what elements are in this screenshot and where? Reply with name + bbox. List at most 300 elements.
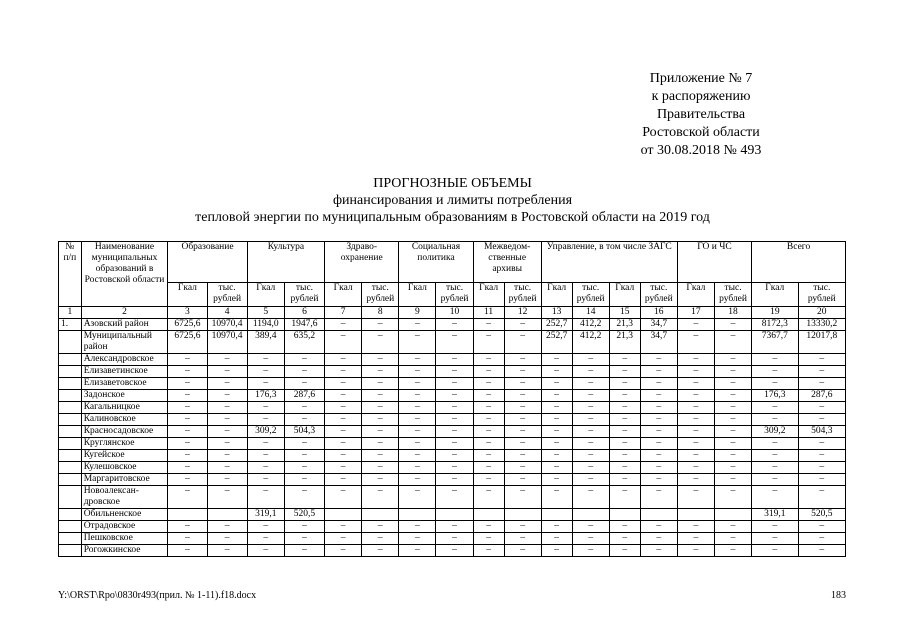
table-cell: 176,3 [752,390,798,402]
table-cell: – [436,378,473,390]
table-cell: – [677,390,714,402]
table-cell: – [473,486,504,509]
table-cell: – [362,331,399,354]
column-number: 5 [247,307,284,319]
table-cell: – [752,450,798,462]
table-cell: – [714,438,751,450]
table-cell: – [436,533,473,545]
unit-thousand-rub: тыс. рублей [640,283,677,307]
table-cell: – [504,354,541,366]
table-cell: – [362,426,399,438]
unit-thousand-rub: тыс. рублей [504,283,541,307]
table-cell: – [168,438,207,450]
table-cell: 7367,7 [752,331,798,354]
table-cell: – [609,378,640,390]
row-number [59,438,82,450]
table-cell: – [714,390,751,402]
table-cell: – [504,545,541,557]
municipality-name: Кулешовское [81,462,168,474]
table-cell: – [640,354,677,366]
table-cell: – [752,521,798,533]
table-cell: – [325,378,362,390]
table-cell: – [284,402,324,414]
municipality-name: Елизаветинское [81,366,168,378]
table-cell [677,509,714,521]
table-cell: 309,2 [752,426,798,438]
table-cell: – [504,319,541,331]
table-cell: – [399,533,436,545]
table-cell [207,509,247,521]
unit-gcal: Гкал [168,283,207,307]
table-cell: – [399,426,436,438]
table-cell: – [325,366,362,378]
table-cell: – [436,545,473,557]
table-cell: – [714,474,751,486]
table-cell: – [572,521,609,533]
table-cell: 252,7 [541,319,572,331]
table-cell: – [640,462,677,474]
table-cell: – [572,390,609,402]
table-cell: – [473,462,504,474]
column-number: 16 [640,307,677,319]
table-cell: – [247,521,284,533]
table-cell: – [504,414,541,426]
table-cell: 309,2 [247,426,284,438]
title-line: тепловой энергии по муниципальным образованиям в Ростовской области на 2019 год [195,210,710,225]
table-cell: – [247,402,284,414]
table-cell: 319,1 [752,509,798,521]
table-cell: – [436,414,473,426]
table-cell: – [504,462,541,474]
table-cell: – [436,390,473,402]
unit-gcal: Гкал [677,283,714,307]
table-cell: – [541,521,572,533]
table-cell [168,509,207,521]
table-cell: – [714,354,751,366]
table-cell: – [609,533,640,545]
table-cell: – [207,426,247,438]
table-cell: – [284,533,324,545]
table-cell: – [714,378,751,390]
table-cell: – [247,450,284,462]
table-cell: – [640,474,677,486]
row-number [59,521,82,533]
header-group-social: Социальная политика [399,242,473,283]
header-row-colnums [59,307,846,319]
table-cell: – [436,438,473,450]
table-cell [325,509,362,521]
table-cell: – [207,366,247,378]
table-cell: – [284,462,324,474]
table-cell: – [168,378,207,390]
table-row [59,331,846,354]
table-cell: – [541,402,572,414]
table-cell: – [473,390,504,402]
table-cell: – [572,533,609,545]
table-cell: – [284,366,324,378]
table-cell: – [436,331,473,354]
table-cell: – [247,462,284,474]
unit-thousand-rub: тыс. рублей [798,283,845,307]
table-cell: – [798,402,845,414]
unit-gcal: Гкал [325,283,362,307]
table-cell: – [473,378,504,390]
table-cell: – [640,533,677,545]
row-number [59,378,82,390]
municipality-name: Маргаритовское [81,474,168,486]
table-cell: – [473,426,504,438]
table-cell: – [362,414,399,426]
row-number [59,390,82,402]
table-cell: – [207,414,247,426]
table-cell: – [677,533,714,545]
table-cell: – [752,354,798,366]
table-cell: – [362,438,399,450]
table-cell: – [752,378,798,390]
appendix-line: к распоряжению [651,89,751,104]
table-cell: – [609,474,640,486]
table-cell: – [284,521,324,533]
table-cell: – [541,354,572,366]
table-cell [541,509,572,521]
unit-thousand-rub: тыс. рублей [207,283,247,307]
table-cell: – [207,521,247,533]
table-cell: – [399,438,436,450]
table-cell: – [640,390,677,402]
table-cell: – [714,486,751,509]
table-cell: – [752,414,798,426]
table-cell: – [325,545,362,557]
table-cell: – [677,462,714,474]
table-cell: – [640,414,677,426]
table-cell: – [168,354,207,366]
table-cell: – [436,426,473,438]
table-cell: – [541,486,572,509]
table-cell: – [473,521,504,533]
table-row [59,545,846,557]
municipality-name: Задонское [81,390,168,402]
header-group-culture: Культура [247,242,324,283]
header-group-education: Образование [168,242,247,283]
table-cell: – [207,402,247,414]
table-cell: – [640,545,677,557]
table-cell [473,509,504,521]
table-cell: – [714,402,751,414]
table-cell: – [325,319,362,331]
column-number: 18 [714,307,751,319]
table-cell: – [541,545,572,557]
table-cell: – [436,354,473,366]
table-cell: 389,4 [247,331,284,354]
table-cell: – [362,319,399,331]
table-cell: – [752,462,798,474]
unit-gcal: Гкал [399,283,436,307]
table-cell: – [541,366,572,378]
table-cell: – [752,486,798,509]
page-number: 183 [831,590,846,601]
table-cell [640,509,677,521]
column-number: 8 [362,307,399,319]
table-cell: – [399,474,436,486]
table-cell: – [572,450,609,462]
column-number: 12 [504,307,541,319]
row-number [59,426,82,438]
table-cell: 8172,3 [752,319,798,331]
table-cell [714,509,751,521]
table-cell: – [247,438,284,450]
table-cell: – [362,545,399,557]
table-cell: – [609,521,640,533]
table-cell: – [798,521,845,533]
table-cell: – [362,462,399,474]
municipality-name: Калиновское [81,414,168,426]
table-cell: – [207,450,247,462]
table-row [59,319,846,331]
table-cell: – [798,533,845,545]
table-cell: – [362,533,399,545]
table-cell: – [436,450,473,462]
table-cell: – [284,354,324,366]
table-row [59,402,846,414]
table-cell: – [714,521,751,533]
municipality-name: Кагальницкое [81,402,168,414]
table-cell: – [504,486,541,509]
table-cell: – [362,450,399,462]
table-cell: – [798,354,845,366]
table-cell: – [609,545,640,557]
table-cell: – [677,545,714,557]
header-group-archives: Межведом-ственные архивы [473,242,541,283]
table-cell: – [284,414,324,426]
table-cell: – [677,450,714,462]
table-cell: – [504,366,541,378]
table-cell: 176,3 [247,390,284,402]
table-cell: – [572,378,609,390]
row-number [59,331,82,354]
row-number [59,474,82,486]
table-cell: – [572,486,609,509]
municipality-name: Отрадовское [81,521,168,533]
table-cell: – [677,366,714,378]
table-cell: 34,7 [640,319,677,331]
table-cell: 520,5 [798,509,845,521]
table-cell: – [541,438,572,450]
table-cell: – [677,474,714,486]
table-cell: – [609,426,640,438]
table-row [59,533,846,545]
municipality-name: Рогожкинское [81,545,168,557]
row-number [59,462,82,474]
table-cell: – [541,533,572,545]
table-cell: – [325,402,362,414]
table-cell: – [168,426,207,438]
table-cell: – [325,462,362,474]
table-cell: – [752,545,798,557]
table-cell: – [473,533,504,545]
table-cell: – [504,474,541,486]
table-cell: – [325,533,362,545]
row-number [59,509,82,521]
table-cell: – [677,402,714,414]
table-cell: 287,6 [284,390,324,402]
table-cell: – [325,450,362,462]
table-cell: – [541,474,572,486]
table-cell: – [325,438,362,450]
table-row [59,390,846,402]
table-cell: – [752,533,798,545]
column-number: 17 [677,307,714,319]
table-cell: – [572,462,609,474]
header-row-groups [59,242,846,283]
table-cell: – [399,414,436,426]
table-row [59,354,846,366]
table-cell: 1194,0 [247,319,284,331]
table-cell: – [609,450,640,462]
table-cell: – [325,414,362,426]
table-cell: – [640,486,677,509]
municipality-name: Муниципальный район [81,331,168,354]
table-cell: – [504,331,541,354]
table-cell: 6725,6 [168,319,207,331]
table-cell: – [541,414,572,426]
table-row [59,414,846,426]
table-cell: – [399,319,436,331]
table-cell: – [362,390,399,402]
table-cell: – [247,414,284,426]
column-number: 2 [81,307,168,319]
table-cell: – [436,366,473,378]
table-cell: – [572,414,609,426]
table-cell: – [504,533,541,545]
municipality-name: Кугейское [81,450,168,462]
table-cell: – [798,474,845,486]
table-cell: – [640,450,677,462]
table-cell: – [504,521,541,533]
table-cell: – [541,378,572,390]
table-cell: – [677,426,714,438]
column-number: 3 [168,307,207,319]
table-cell: – [752,474,798,486]
table-cell: 412,2 [572,331,609,354]
table-cell: – [325,426,362,438]
table-cell: – [640,521,677,533]
table-cell: – [609,366,640,378]
table-cell: – [207,462,247,474]
table-cell: – [362,366,399,378]
table-cell: – [473,354,504,366]
table-row [59,438,846,450]
column-number: 4 [207,307,247,319]
table-cell: – [714,450,751,462]
header-group-management: Управление, в том числе ЗАГС [541,242,677,283]
table-cell: – [473,319,504,331]
table-cell [609,509,640,521]
table-cell: – [325,474,362,486]
municipality-name: Обильненское [81,509,168,521]
table-cell: – [399,331,436,354]
table-cell: – [207,354,247,366]
table-cell [504,509,541,521]
table-cell: – [168,390,207,402]
table-cell: – [609,402,640,414]
table-cell: – [798,438,845,450]
table-cell: – [572,426,609,438]
table-cell: 21,3 [609,331,640,354]
table-cell: – [247,533,284,545]
table-cell: – [168,450,207,462]
table-cell: – [572,438,609,450]
table-cell: – [399,486,436,509]
table-cell: – [436,402,473,414]
municipality-name: Новоалексан-дровское [81,486,168,509]
table-cell: – [752,366,798,378]
table-cell: – [798,486,845,509]
table-cell: – [168,533,207,545]
table-cell: – [247,486,284,509]
table-cell: – [609,414,640,426]
table-cell: – [752,402,798,414]
table-cell: – [473,402,504,414]
appendix-block [591,70,811,160]
table-cell: – [207,545,247,557]
table-cell: – [325,486,362,509]
table-cell: 34,7 [640,331,677,354]
table-cell: – [247,366,284,378]
table-cell: – [798,450,845,462]
table-cell: – [609,486,640,509]
table-cell: – [714,366,751,378]
table-cell: – [399,462,436,474]
table-cell: – [609,390,640,402]
table-cell: – [677,521,714,533]
table-cell: 12017,8 [798,331,845,354]
table-cell: – [572,366,609,378]
table-row [59,450,846,462]
table-cell: – [436,486,473,509]
table-cell: – [473,414,504,426]
table-cell: – [609,354,640,366]
row-number [59,402,82,414]
table-cell: 412,2 [572,319,609,331]
column-number: 1 [59,307,82,319]
table-cell: – [572,545,609,557]
municipality-name: Круглянское [81,438,168,450]
table-cell: – [325,331,362,354]
table-cell: – [473,545,504,557]
row-number [59,450,82,462]
column-number: 10 [436,307,473,319]
appendix-line: Правительства [656,107,746,122]
row-number [59,533,82,545]
table-row [59,509,846,521]
table-cell: – [473,438,504,450]
unit-thousand-rub: тыс. рублей [284,283,324,307]
table-cell: – [473,331,504,354]
table-cell: – [798,462,845,474]
unit-gcal: Гкал [609,283,640,307]
table-cell: 1947,6 [284,319,324,331]
table-cell [572,509,609,521]
column-number: 6 [284,307,324,319]
table-row [59,521,846,533]
column-number: 19 [752,307,798,319]
table-cell: – [640,378,677,390]
table-cell: – [436,462,473,474]
header-name: Наименование муниципальных образований в Ростовской области [81,242,168,307]
table-cell [399,509,436,521]
table-cell: – [609,438,640,450]
unit-thousand-rub: тыс. рублей [714,283,751,307]
